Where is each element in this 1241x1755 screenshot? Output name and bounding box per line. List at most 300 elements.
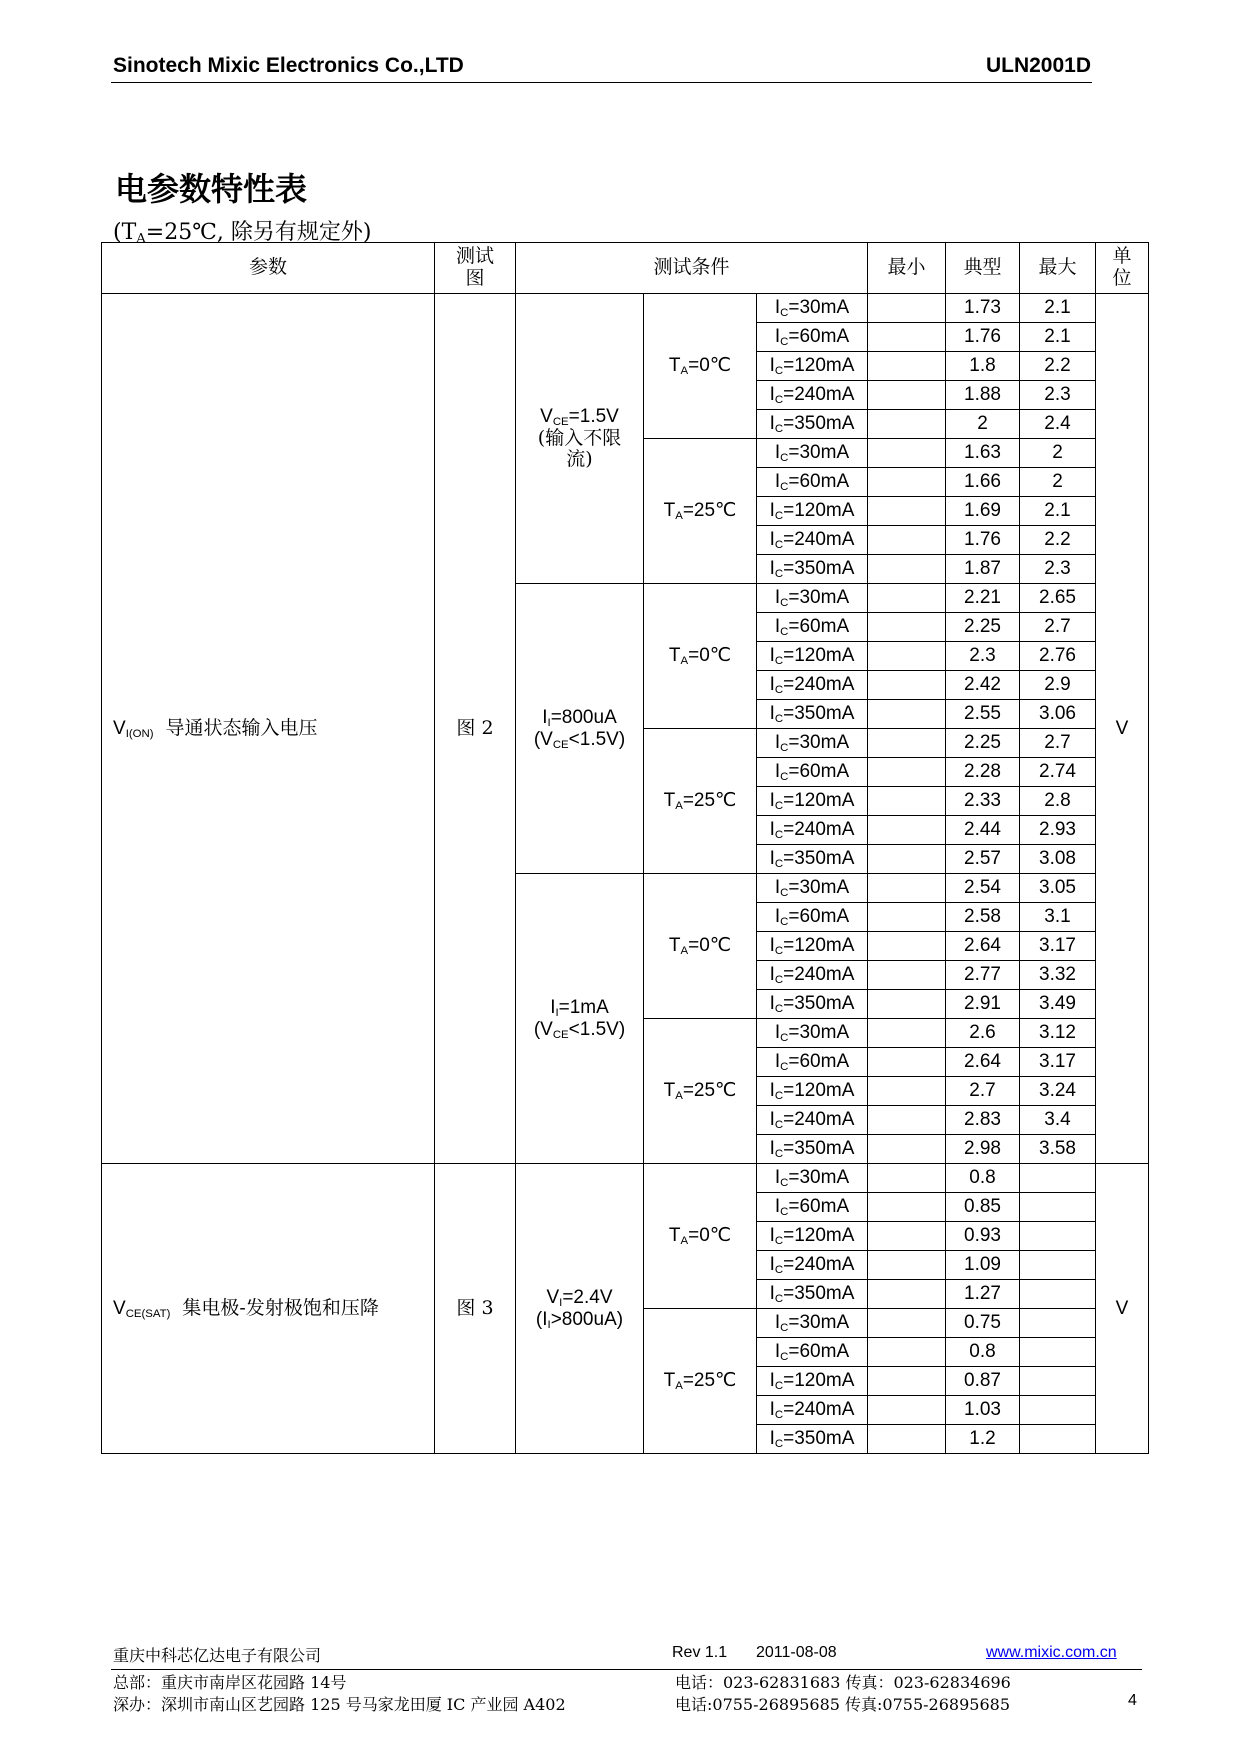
max-value: 2.76 xyxy=(1020,642,1096,671)
footer-hq-address: 总部：重庆市南岸区花园路 14号 xyxy=(113,1673,347,1692)
typ-value: 2.21 xyxy=(946,584,1020,613)
condition-text: <1.5V) xyxy=(568,1018,626,1040)
collector-current-value: =350mA xyxy=(783,848,855,870)
col-header-unit xyxy=(1096,243,1149,294)
ta-symbol-base: T xyxy=(668,1225,681,1247)
ic-symbol xyxy=(770,1138,784,1159)
ta-symbol-sub: A xyxy=(675,509,683,522)
typ-value: 1.27 xyxy=(946,1280,1020,1309)
ic-symbol-base: I xyxy=(769,1225,775,1247)
footer-sz-contact: 电话:0755-26895685 传真:0755-26895685 xyxy=(675,1695,1010,1714)
max-value xyxy=(1020,1280,1096,1309)
ic-symbol xyxy=(770,935,784,956)
ic-symbol-base: I xyxy=(774,1312,781,1334)
ic-symbol xyxy=(775,326,789,347)
max-value xyxy=(1020,1164,1096,1193)
min-value xyxy=(868,323,946,352)
collector-current xyxy=(757,468,868,497)
collector-current xyxy=(757,1425,868,1454)
min-value xyxy=(868,294,946,323)
collector-current-value: =60mA xyxy=(788,471,850,493)
ic-symbol-sub: C xyxy=(774,1002,784,1015)
typ-value: 2.55 xyxy=(946,700,1020,729)
footer-website-link[interactable]: www.mixic.com.cn xyxy=(986,1644,1117,1661)
ic-symbol xyxy=(770,1399,784,1420)
ic-symbol-sub: C xyxy=(780,625,789,638)
ta-symbol xyxy=(664,790,683,811)
ic-symbol-sub: C xyxy=(780,741,789,754)
min-value xyxy=(868,990,946,1019)
collector-current-value: =350mA xyxy=(783,1283,855,1305)
max-value: 3.32 xyxy=(1020,961,1096,990)
ic-symbol-sub: C xyxy=(780,1176,789,1189)
ic-symbol-base: I xyxy=(769,1080,775,1102)
test-condition xyxy=(516,584,644,874)
collector-current xyxy=(757,497,868,526)
collector-current xyxy=(757,1077,868,1106)
min-value xyxy=(868,613,946,642)
collector-current-value: =60mA xyxy=(788,1341,850,1363)
typ-value: 1.76 xyxy=(946,323,1020,352)
condition-line xyxy=(516,729,643,751)
max-value: 3.1 xyxy=(1020,903,1096,932)
ta-symbol-sub: A xyxy=(675,799,683,812)
ic-symbol-sub: C xyxy=(774,973,784,986)
ic-symbol-sub: C xyxy=(774,828,784,841)
condition-text: (V xyxy=(533,1018,553,1040)
collector-current-value: =350mA xyxy=(783,1138,855,1160)
max-value: 2 xyxy=(1020,468,1096,497)
max-value xyxy=(1020,1193,1096,1222)
max-value: 3.49 xyxy=(1020,990,1096,1019)
ic-symbol xyxy=(770,703,784,724)
ic-symbol-base: I xyxy=(774,326,781,348)
collector-current xyxy=(757,816,868,845)
max-value: 2.7 xyxy=(1020,613,1096,642)
col-header-param: 参数 xyxy=(102,243,435,294)
min-value xyxy=(868,1048,946,1077)
ic-symbol xyxy=(775,877,789,898)
footer-date: 2011-08-08 xyxy=(756,1644,837,1661)
ic-symbol-sub: C xyxy=(780,596,789,609)
collector-current xyxy=(757,787,868,816)
min-value xyxy=(868,874,946,903)
ic-symbol-base: I xyxy=(769,1370,775,1392)
ic-symbol-base: I xyxy=(774,1051,781,1073)
collector-current-value: =350mA xyxy=(783,1428,855,1450)
condition-subscript: CE xyxy=(552,1028,569,1041)
collector-current-value: =60mA xyxy=(788,1196,850,1218)
ic-symbol-sub: C xyxy=(774,683,784,696)
collector-current xyxy=(757,294,868,323)
note-text: (T xyxy=(113,220,137,245)
condition-line xyxy=(516,707,643,729)
min-value xyxy=(868,526,946,555)
param-name: 导通状态输入电压 xyxy=(165,716,318,739)
ic-symbol xyxy=(770,964,784,985)
min-value xyxy=(868,1251,946,1280)
ic-symbol-sub: C xyxy=(774,857,784,870)
param-symbol: V xyxy=(113,1297,126,1319)
typ-value: 1.03 xyxy=(946,1396,1020,1425)
min-value xyxy=(868,1222,946,1251)
collector-current-value: =350mA xyxy=(783,413,855,435)
collector-current xyxy=(757,1396,868,1425)
typ-value: 2.6 xyxy=(946,1019,1020,1048)
ic-symbol-base: I xyxy=(769,1138,775,1160)
collector-current xyxy=(757,758,868,787)
ic-symbol-sub: C xyxy=(774,1263,784,1276)
ic-symbol xyxy=(775,1051,789,1072)
test-condition xyxy=(516,1164,644,1454)
ic-symbol xyxy=(770,674,784,695)
ic-symbol-sub: C xyxy=(780,335,789,348)
collector-current-value: =120mA xyxy=(783,1080,855,1102)
max-value xyxy=(1020,1425,1096,1454)
ic-symbol xyxy=(770,355,784,376)
ic-symbol xyxy=(775,616,789,637)
collector-current-value: =350mA xyxy=(783,703,855,725)
ic-symbol-sub: C xyxy=(774,1408,784,1421)
collector-current-value: =30mA xyxy=(788,297,850,319)
max-value: 3.12 xyxy=(1020,1019,1096,1048)
ta-symbol-sub: A xyxy=(680,944,689,957)
ic-symbol-base: I xyxy=(769,935,775,957)
collector-current xyxy=(757,932,868,961)
ic-symbol xyxy=(770,1283,784,1304)
collector-current xyxy=(757,1019,868,1048)
min-value xyxy=(868,932,946,961)
temperature-condition xyxy=(644,1019,757,1164)
unit: V xyxy=(1096,294,1149,1164)
ic-symbol xyxy=(775,1196,789,1217)
max-value xyxy=(1020,1222,1096,1251)
typ-value: 1.8 xyxy=(946,352,1020,381)
typ-value: 2 xyxy=(946,410,1020,439)
min-value xyxy=(868,1425,946,1454)
max-value: 3.4 xyxy=(1020,1106,1096,1135)
ic-symbol xyxy=(775,1167,789,1188)
param-cell xyxy=(102,294,435,1164)
footer-revision: Rev 1.1 xyxy=(672,1644,728,1661)
condition-text: 流) xyxy=(566,448,593,471)
typ-value: 2.25 xyxy=(946,729,1020,758)
condition-subscript: CE xyxy=(552,738,569,751)
ic-symbol-base: I xyxy=(769,1109,775,1131)
collector-current-value: =30mA xyxy=(788,732,850,754)
typ-value: 1.69 xyxy=(946,497,1020,526)
ic-symbol xyxy=(770,1225,784,1246)
temperature-value: =0℃ xyxy=(688,935,732,957)
typ-value: 0.85 xyxy=(946,1193,1020,1222)
ic-symbol-sub: C xyxy=(780,480,789,493)
collector-current-value: =30mA xyxy=(788,587,850,609)
max-value: 2.65 xyxy=(1020,584,1096,613)
min-value xyxy=(868,1193,946,1222)
ic-symbol-sub: C xyxy=(774,509,784,522)
param-symbol-sub: I(ON) xyxy=(125,727,154,740)
ic-symbol-sub: C xyxy=(780,1205,789,1218)
param-symbol-sub: CE(SAT) xyxy=(125,1307,171,1320)
temperature-value: =25℃ xyxy=(682,1370,737,1392)
note-text: =25℃, 除另有规定外) xyxy=(145,220,372,245)
ic-symbol-base: I xyxy=(774,1022,781,1044)
max-value: 2.1 xyxy=(1020,294,1096,323)
condition-line xyxy=(516,997,643,1019)
min-value xyxy=(868,468,946,497)
table-header-row xyxy=(102,243,1149,294)
ic-symbol xyxy=(775,442,789,463)
ic-symbol xyxy=(770,1254,784,1275)
ta-symbol-base: T xyxy=(663,790,676,812)
condition-line xyxy=(516,449,643,471)
collector-current-value: =240mA xyxy=(783,1109,855,1131)
temperature-value: =0℃ xyxy=(688,645,732,667)
min-value xyxy=(868,961,946,990)
ic-symbol xyxy=(770,1109,784,1130)
ic-symbol-base: I xyxy=(774,616,781,638)
collector-current xyxy=(757,903,868,932)
collector-current-value: =120mA xyxy=(783,355,855,377)
min-value xyxy=(868,1396,946,1425)
ic-symbol-base: I xyxy=(769,790,775,812)
condition-text: (输入不限 xyxy=(537,426,622,449)
ic-symbol xyxy=(775,1022,789,1043)
collector-current-value: =240mA xyxy=(783,964,855,986)
ic-symbol-base: I xyxy=(769,674,775,696)
ic-symbol-sub: C xyxy=(780,1060,789,1073)
collector-current-value: =240mA xyxy=(783,819,855,841)
ic-symbol-base: I xyxy=(769,993,775,1015)
typ-value: 2.64 xyxy=(946,932,1020,961)
max-value: 3.58 xyxy=(1020,1135,1096,1164)
typ-value: 1.09 xyxy=(946,1251,1020,1280)
ta-symbol-sub: A xyxy=(675,1089,683,1102)
ic-symbol xyxy=(775,471,789,492)
typ-value: 2.83 xyxy=(946,1106,1020,1135)
condition-text: >800uA) xyxy=(550,1308,624,1330)
ic-symbol-sub: C xyxy=(774,1437,784,1450)
ic-symbol xyxy=(775,761,789,782)
typ-value: 1.76 xyxy=(946,526,1020,555)
max-value: 2 xyxy=(1020,439,1096,468)
ic-symbol xyxy=(775,1312,789,1333)
ic-symbol xyxy=(770,819,784,840)
ic-symbol-base: I xyxy=(774,761,781,783)
ic-symbol-base: I xyxy=(769,529,775,551)
ic-symbol xyxy=(775,906,789,927)
collector-current xyxy=(757,1309,868,1338)
ic-symbol xyxy=(770,558,784,579)
max-value xyxy=(1020,1367,1096,1396)
collector-current xyxy=(757,613,868,642)
ta-symbol xyxy=(664,1080,683,1101)
typ-value: 2.77 xyxy=(946,961,1020,990)
typ-value: 2.54 xyxy=(946,874,1020,903)
test-condition xyxy=(516,874,644,1164)
ta-symbol-sub: A xyxy=(680,654,689,667)
max-value: 3.17 xyxy=(1020,1048,1096,1077)
ic-symbol xyxy=(770,1428,784,1449)
typ-value: 2.58 xyxy=(946,903,1020,932)
collector-current-value: =120mA xyxy=(783,935,855,957)
ic-symbol-base: I xyxy=(769,703,775,725)
ta-symbol-base: T xyxy=(668,355,681,377)
note-subscript: A xyxy=(136,231,146,247)
temperature-condition xyxy=(644,584,757,729)
ta-symbol xyxy=(669,935,688,956)
ic-symbol-base: I xyxy=(769,1399,775,1421)
temperature-condition xyxy=(644,294,757,439)
collector-current-value: =240mA xyxy=(783,1399,855,1421)
header-divider xyxy=(111,82,1092,83)
max-value xyxy=(1020,1251,1096,1280)
collector-current xyxy=(757,323,868,352)
ic-symbol-sub: C xyxy=(774,364,784,377)
condition-subscript: I xyxy=(559,1296,563,1309)
condition-subscript: I xyxy=(555,1006,559,1019)
condition-subscript: CE xyxy=(552,415,569,428)
min-value xyxy=(868,1106,946,1135)
collector-current xyxy=(757,1338,868,1367)
max-value: 2.2 xyxy=(1020,352,1096,381)
temperature-condition xyxy=(644,1164,757,1309)
ta-symbol xyxy=(669,355,688,376)
ic-symbol-sub: C xyxy=(774,538,784,551)
max-value: 2.1 xyxy=(1020,497,1096,526)
ic-symbol xyxy=(770,848,784,869)
typ-value: 2.7 xyxy=(946,1077,1020,1106)
collector-current-value: =120mA xyxy=(783,500,855,522)
min-value xyxy=(868,1019,946,1048)
ic-symbol-base: I xyxy=(769,1254,775,1276)
ic-symbol-sub: C xyxy=(774,712,784,725)
max-value: 2.9 xyxy=(1020,671,1096,700)
min-value xyxy=(868,584,946,613)
typ-value: 2.25 xyxy=(946,613,1020,642)
col-header-max: 最大 xyxy=(1020,243,1096,294)
ic-symbol-base: I xyxy=(769,413,775,435)
ta-symbol-base: T xyxy=(663,1080,676,1102)
max-value: 2.3 xyxy=(1020,555,1096,584)
collector-current-value: =60mA xyxy=(788,761,850,783)
collector-current xyxy=(757,961,868,990)
ta-symbol xyxy=(664,500,683,521)
typ-value: 0.93 xyxy=(946,1222,1020,1251)
ic-symbol-sub: C xyxy=(780,451,789,464)
condition-line xyxy=(516,406,643,428)
ic-symbol-base: I xyxy=(774,297,781,319)
min-value xyxy=(868,816,946,845)
typ-value: 2.64 xyxy=(946,1048,1020,1077)
typ-value: 1.73 xyxy=(946,294,1020,323)
condition-line xyxy=(516,428,643,450)
ic-symbol-base: I xyxy=(769,819,775,841)
min-value xyxy=(868,352,946,381)
header-company: Sinotech Mixic Electronics Co.,LTD xyxy=(113,54,464,77)
collector-current xyxy=(757,642,868,671)
collector-current xyxy=(757,555,868,584)
collector-current xyxy=(757,990,868,1019)
typ-value: 2.98 xyxy=(946,1135,1020,1164)
ic-symbol-base: I xyxy=(774,732,781,754)
ta-symbol-base: T xyxy=(663,500,676,522)
max-value xyxy=(1020,1338,1096,1367)
ta-symbol xyxy=(664,1370,683,1391)
ic-symbol xyxy=(775,587,789,608)
collector-current-value: =30mA xyxy=(788,442,850,464)
collector-current xyxy=(757,1193,868,1222)
ic-symbol-sub: C xyxy=(774,1147,784,1160)
ic-symbol-sub: C xyxy=(780,1321,789,1334)
typ-value: 0.87 xyxy=(946,1367,1020,1396)
min-value xyxy=(868,700,946,729)
max-value: 2.93 xyxy=(1020,816,1096,845)
col-header-conditions: 测试条件 xyxy=(516,243,868,294)
ic-symbol xyxy=(770,1080,784,1101)
ic-symbol-sub: C xyxy=(774,567,784,580)
ic-symbol-base: I xyxy=(769,355,775,377)
collector-current xyxy=(757,526,868,555)
ic-symbol xyxy=(770,993,784,1014)
ic-symbol-sub: C xyxy=(780,886,789,899)
ic-symbol-base: I xyxy=(774,877,781,899)
collector-current xyxy=(757,1106,868,1135)
ic-symbol-base: I xyxy=(774,587,781,609)
ic-symbol xyxy=(770,500,784,521)
collector-current-value: =60mA xyxy=(788,616,850,638)
ic-symbol-base: I xyxy=(769,964,775,986)
collector-current-value: =120mA xyxy=(783,1225,855,1247)
col-header-typ: 典型 xyxy=(946,243,1020,294)
temperature-value: =25℃ xyxy=(682,790,737,812)
col-header-figure xyxy=(435,243,516,294)
typ-value: 1.66 xyxy=(946,468,1020,497)
min-value xyxy=(868,1280,946,1309)
col-header-unit-label: 单位 xyxy=(1112,245,1132,289)
typ-value: 2.33 xyxy=(946,787,1020,816)
min-value xyxy=(868,787,946,816)
footer-company: 重庆中科芯亿达电子有限公司 xyxy=(113,1646,322,1665)
condition-text: (I xyxy=(535,1308,548,1330)
min-value xyxy=(868,671,946,700)
collector-current xyxy=(757,845,868,874)
collector-current-value: =60mA xyxy=(788,906,850,928)
max-value: 3.05 xyxy=(1020,874,1096,903)
ic-symbol-base: I xyxy=(769,384,775,406)
collector-current xyxy=(757,700,868,729)
ic-symbol-base: I xyxy=(769,1428,775,1450)
condition-text: V xyxy=(540,405,553,427)
ic-symbol-sub: C xyxy=(774,1089,784,1102)
ic-symbol-base: I xyxy=(769,1283,775,1305)
collector-current xyxy=(757,439,868,468)
temperature-condition xyxy=(644,729,757,874)
col-header-figure-label: 测试图 xyxy=(455,245,494,289)
ta-symbol-sub: A xyxy=(680,364,689,377)
temperature-condition xyxy=(644,1309,757,1454)
max-value: 3.06 xyxy=(1020,700,1096,729)
ta-symbol-sub: A xyxy=(675,1379,683,1392)
ta-symbol xyxy=(669,645,688,666)
ic-symbol xyxy=(775,732,789,753)
typ-value: 2.3 xyxy=(946,642,1020,671)
min-value xyxy=(868,439,946,468)
typ-value: 2.42 xyxy=(946,671,1020,700)
ic-symbol-sub: C xyxy=(780,770,789,783)
ic-symbol-base: I xyxy=(769,645,775,667)
ic-symbol xyxy=(770,413,784,434)
